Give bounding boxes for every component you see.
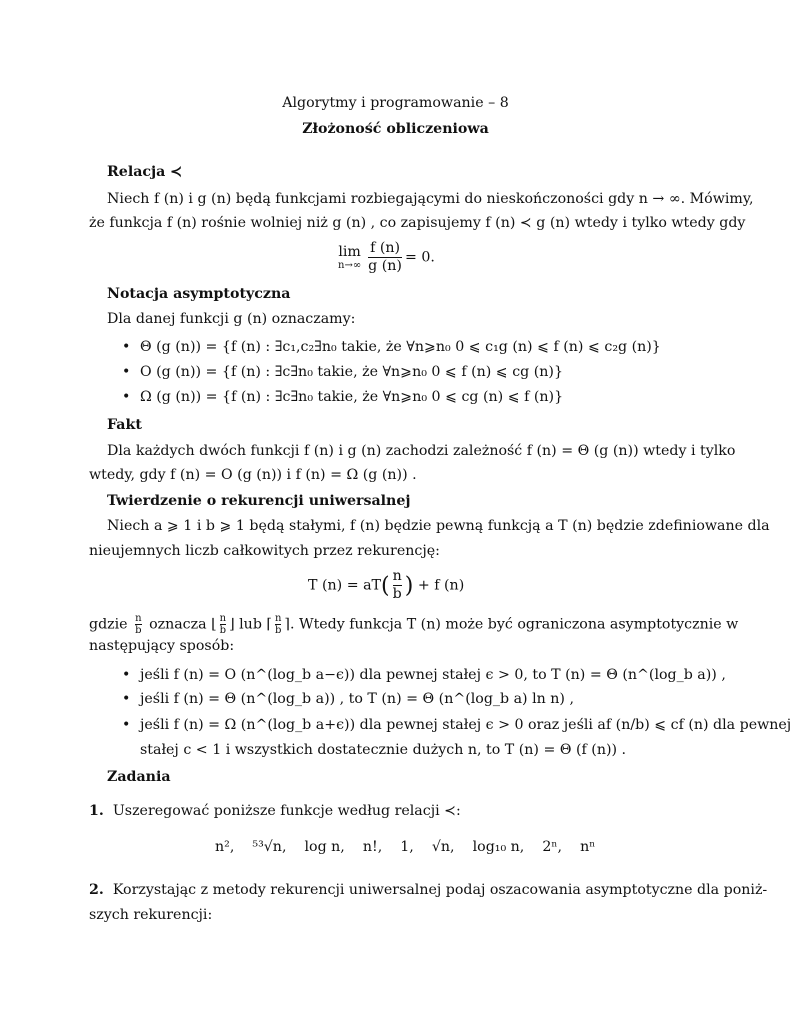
- master-line-1: Niech a ⩾ 1 i b ⩾ 1 będą stałymi, f (n) będzie pewną funkcją a T (n) będzie zdefiniowane dla: [107, 518, 770, 534]
- func-n-pow-n: nⁿ: [580, 839, 596, 855]
- floor-numerator: n: [219, 613, 227, 624]
- document-subtitle: Złożoność obliczeniowa: [302, 121, 489, 137]
- heading-tasks: Zadania: [107, 769, 171, 785]
- notation-item-omega: [122, 388, 563, 406]
- function-list: [215, 838, 595, 856]
- bullet-icon: •: [122, 389, 131, 405]
- case-3: [122, 716, 791, 734]
- recurrence-numerator: n: [392, 568, 402, 584]
- heading-relation: Relacja ≺: [107, 164, 183, 180]
- func-root-53: ⁵³√n,: [252, 839, 287, 855]
- case-1-text: jeśli f (n) = O (n^(log_b a−ϵ)) dla pewnej stałej ϵ > 0, to T (n) = Θ (n^(log_b a)) ,: [140, 667, 726, 683]
- notation-big-o-text: O (g (n)) = {f (n) : ∃c∃n₀ takie, że ∀n⩾n₀ 0 ⩽ f (n) ⩽ cg (n)}: [140, 364, 563, 380]
- floor-fraction: [220, 613, 226, 636]
- func-factorial: n!,: [362, 839, 383, 855]
- n-over-b-denominator: b: [135, 625, 142, 636]
- func-n-squared: n²,: [215, 839, 235, 855]
- func-log: log n,: [304, 839, 345, 855]
- notation-omega-text: Ω (g (n)) = {f (n) : ∃c∃n₀ takie, że ∀n⩾n₀ 0 ⩽ cg (n) ⩽ f (n)}: [140, 389, 564, 405]
- bullet-icon: •: [122, 667, 131, 683]
- ceil-open: ⌈: [266, 616, 272, 633]
- func-one: 1,: [400, 839, 414, 855]
- bullet-icon: •: [122, 717, 131, 733]
- task-2-text: Korzystając z metody rekurencji uniwersalnej podaj oszacowania asymptotyczne dla poniż-: [112, 882, 768, 898]
- heading-master-theorem: Twierdzenie o rekurencji uniwersalnej: [107, 493, 411, 509]
- recurrence-denominator: b: [392, 586, 402, 602]
- limit-operator: [338, 245, 361, 271]
- floor-open: ⌊: [211, 616, 217, 633]
- bullet-icon: •: [122, 691, 131, 707]
- n-over-b-fraction: [135, 613, 141, 636]
- notation-item-big-o: [122, 363, 563, 381]
- heading-notation: Notacja asymptotyczna: [107, 286, 291, 302]
- limit-word: lim: [338, 243, 361, 260]
- oznacza-word: oznacza: [149, 616, 207, 633]
- ceil-numerator: n: [274, 613, 282, 624]
- notation-item-theta: [122, 338, 661, 356]
- gdzie-word: gdzie: [89, 616, 128, 633]
- func-2-pow-n: 2ⁿ,: [542, 839, 563, 855]
- n-over-b-numerator: n: [135, 613, 142, 624]
- case-2-text: jeśli f (n) = Θ (n^(log_b a)) , to T (n) = Θ (n^(log_b a) ln n) ,: [140, 691, 574, 707]
- limit-denominator: g (n): [368, 258, 402, 274]
- floor-denominator: b: [219, 625, 227, 636]
- case-3-text: jeśli f (n) = Ω (n^(log_b a+ϵ)) dla pewnej stałej ϵ > 0 oraz jeśli af (n/b) ⩽ cf (n) dla pewnej: [140, 717, 791, 733]
- task-1-number: 1.: [89, 803, 104, 819]
- recurrence-rhs: + f (n): [417, 577, 465, 594]
- master-line-2: nieujemnych liczb całkowitych przez rekurencję:: [89, 543, 440, 559]
- left-paren: (: [381, 573, 390, 599]
- document-title: Algorytmy i programowanie – 8: [282, 95, 509, 111]
- task-1: [89, 802, 461, 820]
- limit-numerator: f (n): [370, 240, 401, 256]
- master-line-3-rest: . Wtedy funkcja T (n) może być ograniczona asymptotycznie w: [289, 616, 739, 633]
- master-line-3: [89, 613, 738, 636]
- task-2: [89, 881, 767, 899]
- ceil-denominator: b: [274, 625, 282, 636]
- notation-intro: Dla danej funkcji g (n) oznaczamy:: [107, 311, 356, 327]
- heading-fact: Fakt: [107, 417, 142, 433]
- case-3-continuation: stałej c < 1 i wszystkich dostatecznie dużych n, to T (n) = Θ (f (n)) .: [140, 742, 627, 758]
- notation-theta-text: Θ (g (n)) = {f (n) : ∃c₁,c₂∃n₀ takie, że ∀n⩾n₀ 0 ⩽ c₁g (n) ⩽ f (n) ⩽ c₂g (n)}: [140, 339, 661, 355]
- bullet-icon: •: [122, 339, 131, 355]
- func-log10: log₁₀ n,: [472, 839, 525, 855]
- recurrence-equation: [308, 568, 464, 603]
- fact-line-2: wtedy, gdy f (n) = O (g (n)) i f (n) = Ω (g (n)) .: [89, 467, 417, 483]
- limit-fraction: [368, 240, 402, 275]
- task-2-number: 2.: [89, 882, 104, 898]
- relation-paragraph-line-1: Niech f (n) i g (n) będą funkcjami rozbiegającymi do nieskończoności gdy n → ∞. Mówimy,: [107, 191, 754, 207]
- limit-equation: [338, 240, 435, 275]
- recurrence-fraction: [393, 568, 402, 603]
- case-1: [122, 666, 726, 684]
- case-2: [122, 690, 574, 708]
- floor-close: ⌋: [229, 616, 235, 633]
- task-2-continuation: szych rekurencji:: [89, 907, 213, 923]
- ceil-close: ⌉: [284, 616, 290, 633]
- ceil-fraction: [275, 613, 281, 636]
- relation-paragraph-line-2: że funkcja f (n) rośnie wolniej niż g (n) , co zapisujemy f (n) ≺ g (n) wtedy i tylko wtedy gdy: [89, 215, 746, 231]
- func-sqrt: √n,: [431, 839, 455, 855]
- bullet-icon: •: [122, 364, 131, 380]
- master-line-4: następujący sposób:: [89, 638, 235, 654]
- lub-word: lub: [239, 616, 262, 633]
- right-paren: ): [404, 573, 414, 599]
- task-1-text: Uszeregować poniższe funkcje według relacji ≺:: [112, 803, 461, 819]
- limit-rhs: = 0.: [404, 249, 435, 266]
- recurrence-lhs: T (n) = aT: [308, 577, 382, 594]
- limit-subscript: n→∞: [338, 259, 362, 271]
- fact-line-1: Dla każdych dwóch funkcji f (n) i g (n) zachodzi zależność f (n) = Θ (g (n)) wtedy i tylko: [107, 443, 736, 459]
